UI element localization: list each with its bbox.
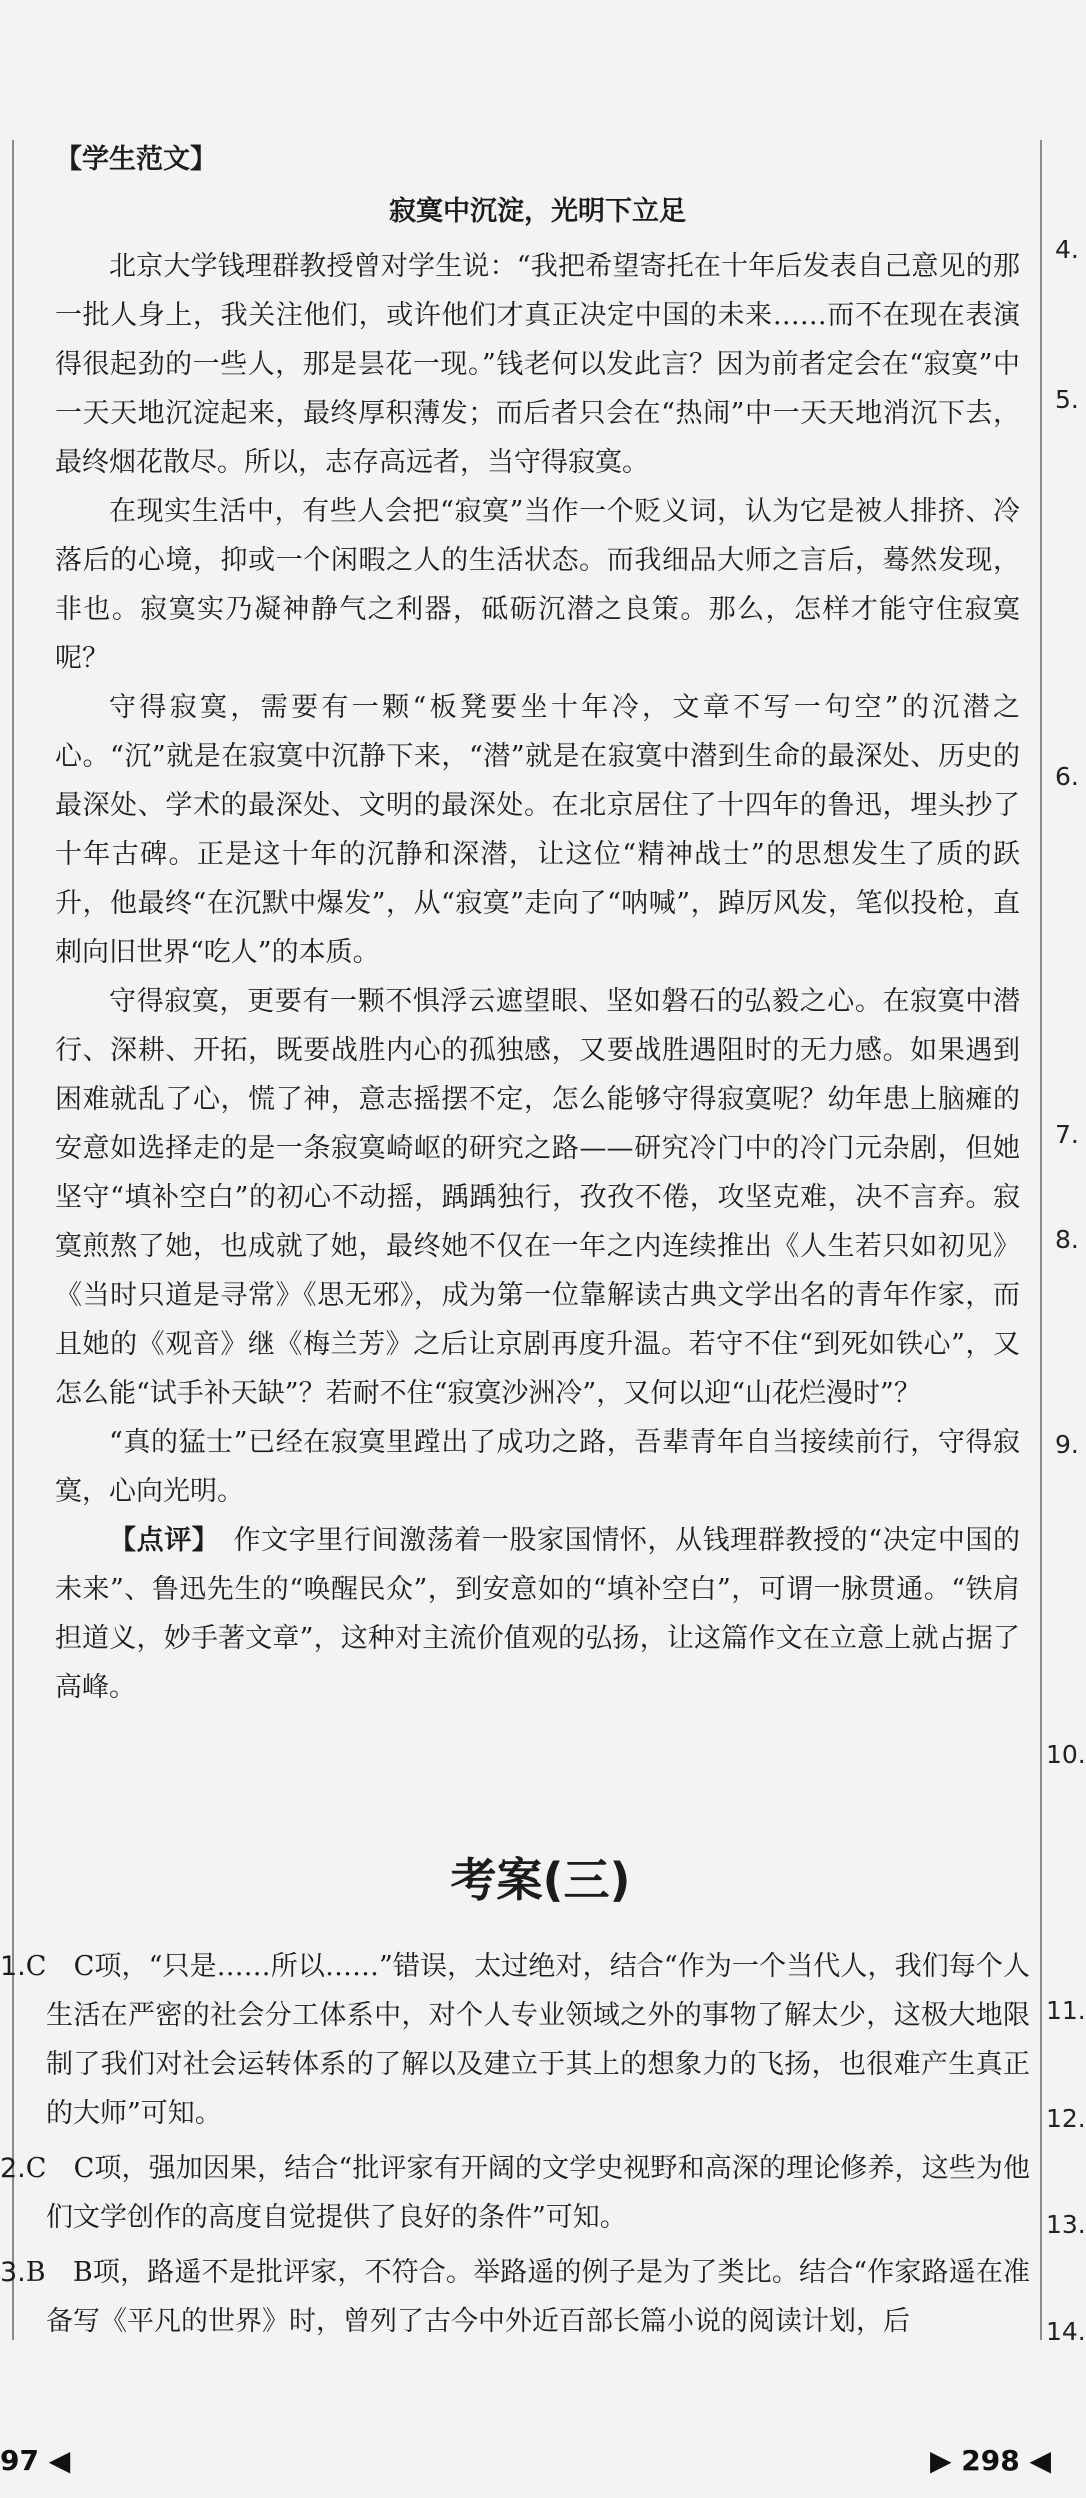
answer-number: 3.: [0, 2257, 26, 2288]
margin-number: 12.: [1046, 2104, 1086, 2133]
margin-number: 7.: [1055, 1120, 1079, 1149]
margin-number: 11.: [1046, 1996, 1086, 2025]
answer-item: [0, 1942, 1030, 2138]
answer-text: B B项，路遥不是批评家，不符合。举路遥的例子是为了类比。结合“作家路遥在准备写《平凡的世界》时，曾列了古今中外近百部长篇小说的阅读计划，后: [25, 2257, 1030, 2337]
essay-paragraph: 守得寂寞，需要有一颗“板凳要坐十年冷，文章不写一句空”的沉潜之心。“沉”就是在寂寞中沉静下来，“潜”就是在寂寞中潜到生命的最深处、历史的最深处、学术的最深处、文明的最深处。在北京居住了十四年的鲁迅，埋头抄了十年古碑。正是这十年的沉静和深潜，让这位“精神战士”的思想发生了质的跃升，他最终“在沉默中爆发”，从“寂寞”走向了“呐喊”，踔厉风发，笔似投枪，直刺向旧世界“吃人”的本质。: [55, 692, 1020, 968]
essay-tag: 【学生范文】: [55, 144, 217, 175]
comment-text: 作文字里行间激荡着一股家国情怀，从钱理群教授的“决定中国的未来”、鲁迅先生的“唤醒民众”，到安意如的“填补空白”，可谓一脉贯通。“铁肩担道义，妙手著文章”，这种对主流价值观的弘扬，让这篇作文在立意上就占据了高峰。: [55, 1525, 1021, 1703]
margin-number: 6.: [1055, 762, 1079, 791]
margin-number: 13.: [1046, 2210, 1086, 2239]
section-title: 考案(三): [450, 1853, 631, 1907]
margin-number: 8.: [1055, 1225, 1079, 1254]
answer-list: [0, 1942, 1030, 2352]
margin-number: 4.: [1055, 235, 1079, 264]
student-essay: [55, 140, 1020, 1712]
answer-text: C C项，“只是……所以……”错误，太过绝对，结合“作为一个当代人，我们每个人生活在严密的社会分工体系中，对个人专业领域之外的事物了解太少，这极大地限制了我们对社会运转体系的了解以及建立于其上的想象力的飞扬，也很难产生真正的大师”可知。: [25, 1951, 1030, 2129]
essay-paragraph: “真的猛士”已经在寂寞里蹚出了成功之路，吾辈青年自当接续前行，守得寂寞，心向光明。: [55, 1427, 1020, 1507]
answer-number: 2.: [0, 2153, 26, 2184]
answer-number: 1.: [0, 1951, 26, 1982]
margin-number: 9.: [1055, 1430, 1079, 1459]
essay-paragraph: 在现实生活中，有些人会把“寂寞”当作一个贬义词，认为它是被人排挤、冷落后的心境，抑或一个闲暇之人的生活状态。而我细品大师之言后，蓦然发现，非也。寂寞实乃凝神静气之利器，砥砺沉潜之良策。那么，怎样才能守住寂寞呢？: [55, 496, 1020, 674]
essay-paragraph: 北京大学钱理群教授曾对学生说：“我把希望寄托在十年后发表自己意见的那一批人身上，我关注他们，或许他们才真正决定中国的未来……而不在现在表演得很起劲的一些人，那是昙花一现。”钱老何以发此言？因为前者定会在“寂寞”中一天天地沉淀起来，最终厚积薄发；而后者只会在“热闹”中一天天地消沉下去，最终烟花散尽。所以，志存高远者，当守得寂寞。: [55, 251, 1020, 478]
answer-text: C C项，强加因果，结合“批评家有开阔的文学史视野和高深的理论修养，这些为他们文学创作的高度自觉提供了良好的条件”可知。: [25, 2153, 1030, 2233]
essay-paragraph: 守得寂寞，更要有一颗不惧浮云遮望眼、坚如磐石的弘毅之心。在寂寞中潜行、深耕、开拓，既要战胜内心的孤独感，又要战胜遇阻时的无力感。如果遇到困难就乱了心，慌了神，意志摇摆不定，怎么能够守得寂寞呢？幼年患上脑瘫的安意如选择走的是一条寂寞崎岖的研究之路——研究冷门中的冷门元杂剧，但她坚守“填补空白”的初心不动摇，踽踽独行，孜孜不倦，攻坚克难，决不言弃。寂寞煎熬了她，也成就了她，最终她不仅在一年之内连续推出《人生若只如初见》《当时只道是寻常》《思无邪》，成为第一位靠解读古典文学出名的青年作家，而且她的《观音》继《梅兰芳》之后让京剧再度升温。若守不住“到死如铁心”，又怎么能“试手补天缺”？若耐不住“寂寞沙洲冷”，又何以迎“山花烂漫时”？: [55, 986, 1020, 1409]
margin-number: 14.: [1046, 2317, 1086, 2346]
answer-item: [0, 2144, 1030, 2242]
right-column-rule: [1040, 140, 1042, 2340]
page-number-right: ▶ 298 ◀: [930, 2444, 1052, 2477]
comment-label: 【点评】: [109, 1525, 206, 1556]
margin-number: 10.: [1046, 1740, 1086, 1769]
answer-item: [0, 2248, 1030, 2346]
essay-comment: [55, 1516, 1020, 1712]
margin-number: 5.: [1055, 385, 1079, 414]
essay-title: 寂寞中沉淀，光明下立足: [389, 196, 686, 227]
page-number-left: 97 ◀: [0, 2444, 71, 2477]
